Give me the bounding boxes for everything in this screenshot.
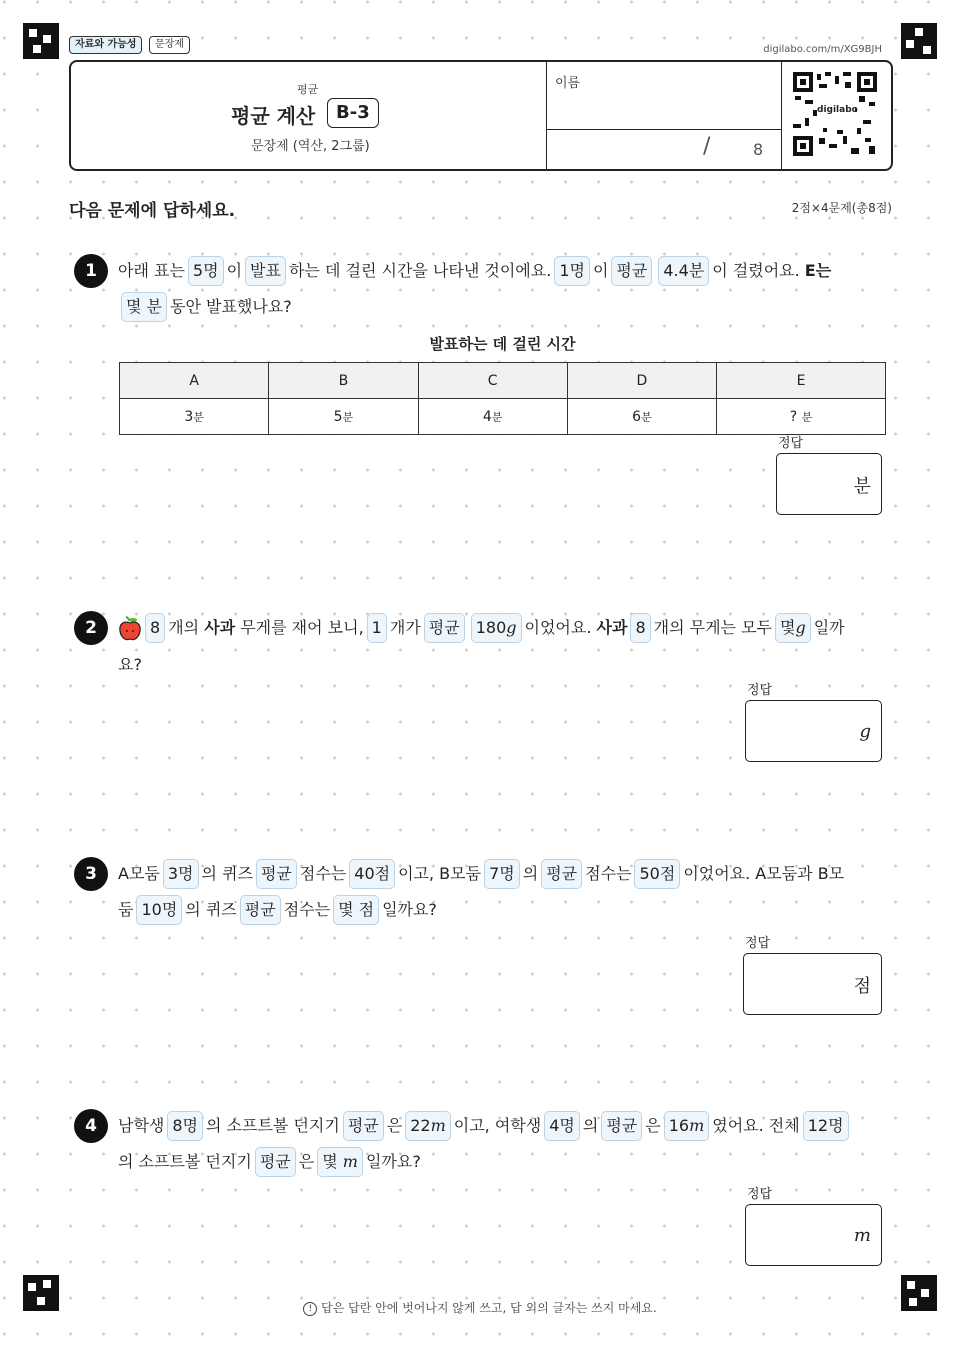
question-number-2: 2	[74, 611, 108, 645]
score-slash: /	[703, 134, 711, 159]
info-icon: !	[303, 1302, 317, 1316]
question-2-line-1: 8 개의 사과 무게를 재어 보니, 1 개가 평균 180g 이었어요. 사과 8 개의 무게는 모두 몇g 일까	[118, 611, 845, 645]
category-tag: 자료와 가능성	[69, 36, 142, 54]
answer-unit: m	[853, 1225, 871, 1246]
answer-label: 정답	[745, 936, 771, 951]
table-value-row	[120, 399, 886, 435]
question-3-line-1: A모둠 3명 의 퀴즈 평균 점수는 40점 이고, B모둠 7명 의 평균 점수는 50점 이었어요. A모둠과 B모	[118, 857, 844, 891]
qr-logo-text: digilabo	[817, 105, 858, 115]
worksheet-header	[69, 60, 893, 171]
question-2-line-2: 요?	[118, 655, 142, 674]
worksheet-subtitle: 문장제 (역산, 2그룹)	[251, 139, 370, 154]
answer-label: 정답	[747, 1187, 773, 1202]
presentation-time-table	[119, 362, 886, 435]
question-1-line-1: 아래 표는 5명 이 발표 하는 데 걸린 시간을 나타낸 것이에요. 1명 이 평균 4.4분 이 걸렸어요. E는	[118, 254, 831, 288]
name-field[interactable]	[547, 92, 780, 128]
table-header-cell: E	[717, 363, 886, 399]
type-tag: 문장제	[149, 36, 190, 54]
table-cell: 3분	[120, 399, 269, 435]
corner-marker-top-left	[23, 23, 59, 59]
answer-box-1[interactable]	[776, 453, 882, 515]
table-cell: 4분	[418, 399, 567, 435]
footer-note	[0, 1299, 960, 1316]
topic-label: 평균	[297, 83, 319, 96]
question-number-1: 1	[74, 254, 108, 288]
question-number-3: 3	[74, 857, 108, 891]
table-header-cell: B	[269, 363, 418, 399]
answer-box-2[interactable]	[745, 700, 882, 762]
question-3-line-2: 둠 10명 의 퀴즈 평균 점수는 몇 점 일까요?	[118, 893, 437, 927]
table-title: 발표하는 데 걸린 시간	[429, 335, 576, 353]
table-header-cell: D	[567, 363, 716, 399]
worksheet-url[interactable]: digilabo.com/m/XG9BJH	[763, 44, 882, 55]
answer-unit: 분	[853, 476, 871, 497]
level-badge: B-3	[327, 98, 379, 128]
answer-box-3[interactable]	[743, 953, 882, 1015]
answer-box-4[interactable]	[745, 1204, 882, 1266]
table-cell: 6분	[567, 399, 716, 435]
points-info: 2점×4문제(총8점)	[791, 201, 892, 215]
question-4-line-1: 남학생 8명 의 소프트볼 던지기 평균 은 22m 이고, 여학생 4명 의 평균 은 16m 였어요. 전체 12명	[118, 1109, 852, 1143]
name-label: 이름	[555, 76, 581, 91]
header-divider	[781, 62, 782, 169]
instructions: 다음 문제에 답하세요.	[69, 201, 236, 221]
answer-label: 정답	[778, 436, 804, 451]
footer-text: 답은 답란 안에 벗어나지 않게 쓰고, 답 외의 글자는 쓰지 마세요.	[321, 1301, 657, 1315]
question-number-4: 4	[74, 1109, 108, 1143]
worksheet-title: 평균 계산	[231, 104, 316, 128]
table-header-cell: C	[418, 363, 567, 399]
corner-marker-top-right	[901, 23, 937, 59]
table-header-cell: A	[120, 363, 269, 399]
question-4-line-2: 의 소프트볼 던지기 평균 은 몇 m 일까요?	[118, 1145, 421, 1179]
table-cell: 5분	[269, 399, 418, 435]
answer-label: 정답	[747, 683, 773, 698]
answer-unit: 점	[853, 976, 871, 997]
question-1-line-2: 몇 분 동안 발표했나요?	[118, 290, 292, 324]
table-cell: ? 분	[717, 399, 886, 435]
table-header-row	[120, 363, 886, 399]
answer-unit: g	[859, 721, 871, 742]
score-total: 8	[753, 140, 764, 159]
qr-code[interactable]	[793, 72, 877, 156]
apple-icon	[118, 616, 142, 642]
header-divider	[546, 129, 781, 130]
